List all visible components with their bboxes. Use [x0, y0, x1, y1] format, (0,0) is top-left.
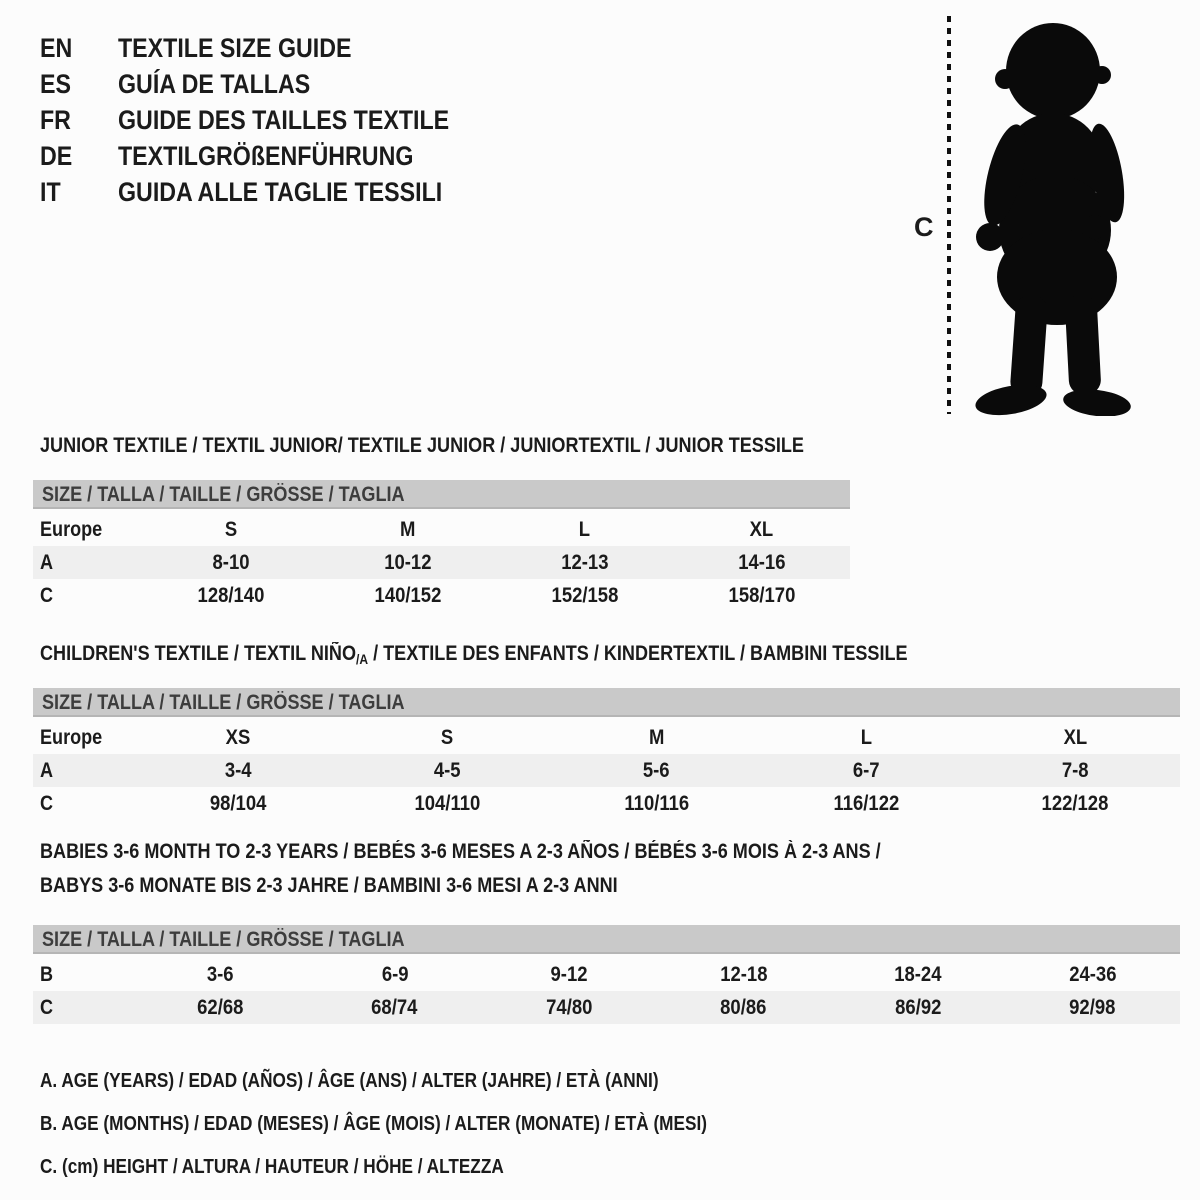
babies-size-header-bar — [33, 925, 1180, 954]
guide-title: TEXTILGRÖßENFÜHRUNG — [118, 141, 414, 171]
height-value: 62/68 — [197, 996, 244, 1019]
row-label: C — [40, 792, 54, 815]
legend-age-months — [40, 1103, 816, 1146]
guide-title: GUÍA DE TALLAS — [118, 69, 311, 99]
row-label: A — [40, 759, 54, 782]
table-row-age-years — [33, 754, 1180, 787]
size-value: S — [225, 518, 238, 541]
language-code: FR — [40, 105, 71, 135]
guide-title: GUIDE DES TAILLES TEXTILE — [118, 105, 450, 135]
language-code: DE — [40, 141, 73, 171]
height-value: 140/152 — [374, 584, 442, 607]
height-value: 116/122 — [833, 792, 899, 815]
size-value: XL — [1063, 726, 1088, 749]
size-value: L — [860, 726, 872, 749]
height-measure-label: C — [914, 212, 934, 242]
size-value: M — [400, 518, 416, 541]
age-value: 4-5 — [433, 759, 461, 782]
junior-section-title — [40, 434, 928, 458]
row-label: B — [40, 963, 54, 986]
age-value: 7-8 — [1061, 759, 1089, 782]
height-value: 110/116 — [624, 792, 689, 815]
language-code: IT — [40, 177, 61, 207]
table-row-height-cm — [33, 991, 1180, 1024]
legend-age-years-text: A. AGE (YEARS) / EDAD (AÑOS) / ÂGE (ANS) / ALTER (JAHRE) / ETÀ (ANNI) — [40, 1070, 659, 1092]
language-row-it — [40, 174, 503, 210]
table-row-age-years — [33, 546, 850, 579]
row-label: C — [40, 584, 54, 607]
guide-title: TEXTILE SIZE GUIDE — [118, 33, 352, 63]
children-section-title-text: CHILDREN'S TEXTILE / TEXTIL NIÑO/A / TEXTILE DES ENFANTS / KINDERTEXTIL / BAMBINI TESSILE — [40, 642, 908, 667]
height-value: 158/170 — [728, 584, 796, 607]
height-value: 68/74 — [371, 996, 418, 1019]
height-value: 86/92 — [895, 996, 942, 1019]
babies-size-table — [33, 925, 1180, 1024]
children-size-header-bar — [33, 688, 1180, 717]
junior-size-header-bar — [33, 480, 850, 509]
size-value: XL — [749, 518, 774, 541]
language-title-list — [40, 30, 503, 210]
babies-section-title-text1: BABIES 3-6 MONTH TO 2-3 YEARS / BEBÉS 3-6 MESES A 2-3 AÑOS / BÉBÉS 3-6 MOIS À 2-3 ANS / — [40, 840, 881, 863]
junior-section-title-text: JUNIOR TEXTILE / TEXTIL JUNIOR/ TEXTILE JUNIOR / JUNIORTEXTIL / JUNIOR TESSILE — [40, 434, 804, 457]
height-value: 74/80 — [546, 996, 593, 1019]
language-code: EN — [40, 33, 73, 63]
size-value: M — [648, 726, 665, 749]
height-value: 104/110 — [414, 792, 480, 815]
row-label: Europe — [40, 518, 103, 541]
row-label: A — [40, 551, 54, 574]
age-value: 3-6 — [206, 963, 234, 986]
age-value: 12-18 — [720, 963, 768, 986]
language-code: ES — [40, 69, 71, 99]
height-value: 122/128 — [1041, 792, 1109, 815]
legend-age-months-text: B. AGE (MONTHS) / EDAD (MESES) / ÂGE (MOIS) / ALTER (MONATE) / ETÀ (MESI) — [40, 1113, 707, 1135]
junior-size-table — [33, 480, 850, 612]
title-subscript: /A — [356, 651, 369, 667]
age-value: 14-16 — [737, 551, 786, 574]
size-value: L — [579, 518, 591, 541]
dashed-measure-line — [947, 16, 951, 414]
row-label: Europe — [40, 726, 103, 749]
measurement-legend — [40, 1060, 816, 1189]
height-value: 80/86 — [720, 996, 767, 1019]
table-row-height-cm — [33, 579, 850, 612]
age-value: 24-36 — [1069, 963, 1117, 986]
babies-section-title-line2 — [40, 874, 712, 898]
size-header-text: SIZE / TALLA / TAILLE / GRÖSSE / TAGLIA — [42, 928, 405, 951]
guide-title: GUIDA ALLE TAGLIE TESSILI — [118, 177, 443, 207]
height-value: 152/158 — [551, 584, 619, 607]
age-value: 18-24 — [894, 963, 942, 986]
size-header-text: SIZE / TALLA / TAILLE / GRÖSSE / TAGLIA — [42, 691, 405, 714]
row-label: C — [40, 996, 54, 1019]
legend-height-cm-text: C. (cm) HEIGHT / ALTURA / HAUTEUR / HÖHE / ALTEZZA — [40, 1156, 504, 1178]
legend-height-cm — [40, 1146, 816, 1189]
height-measure-figure — [890, 12, 1190, 420]
age-value: 6-9 — [381, 963, 409, 986]
height-value: 92/98 — [1069, 996, 1116, 1019]
table-row-europe — [33, 513, 850, 546]
language-row-es — [40, 66, 503, 102]
children-section-title — [40, 642, 1049, 667]
age-value: 8-10 — [212, 551, 250, 574]
size-value: S — [440, 726, 454, 749]
age-value: 12-13 — [561, 551, 609, 574]
babies-section-title-text2: BABYS 3-6 MONATE BIS 2-3 JAHRE / BAMBINI 3-6 MESI A 2-3 ANNI — [40, 874, 618, 897]
language-row-fr — [40, 102, 503, 138]
age-value: 3-4 — [224, 759, 252, 782]
babies-section-title-line1 — [40, 840, 1018, 864]
size-value: XS — [225, 726, 251, 749]
table-row-europe — [33, 721, 1180, 754]
language-row-en — [40, 30, 503, 66]
size-header-text: SIZE / TALLA / TAILLE / GRÖSSE / TAGLIA — [42, 483, 405, 506]
toddler-silhouette-icon — [965, 14, 1137, 416]
table-row-age-months — [33, 958, 1180, 991]
height-value: 128/140 — [197, 584, 265, 607]
age-value: 6-7 — [852, 759, 880, 782]
table-row-height-cm — [33, 787, 1180, 820]
height-value: 98/104 — [209, 792, 266, 815]
legend-age-years — [40, 1060, 816, 1103]
children-size-table — [33, 688, 1180, 820]
language-row-de — [40, 138, 503, 174]
age-value: 9-12 — [550, 963, 588, 986]
age-value: 5-6 — [643, 759, 670, 782]
age-value: 10-12 — [384, 551, 432, 574]
